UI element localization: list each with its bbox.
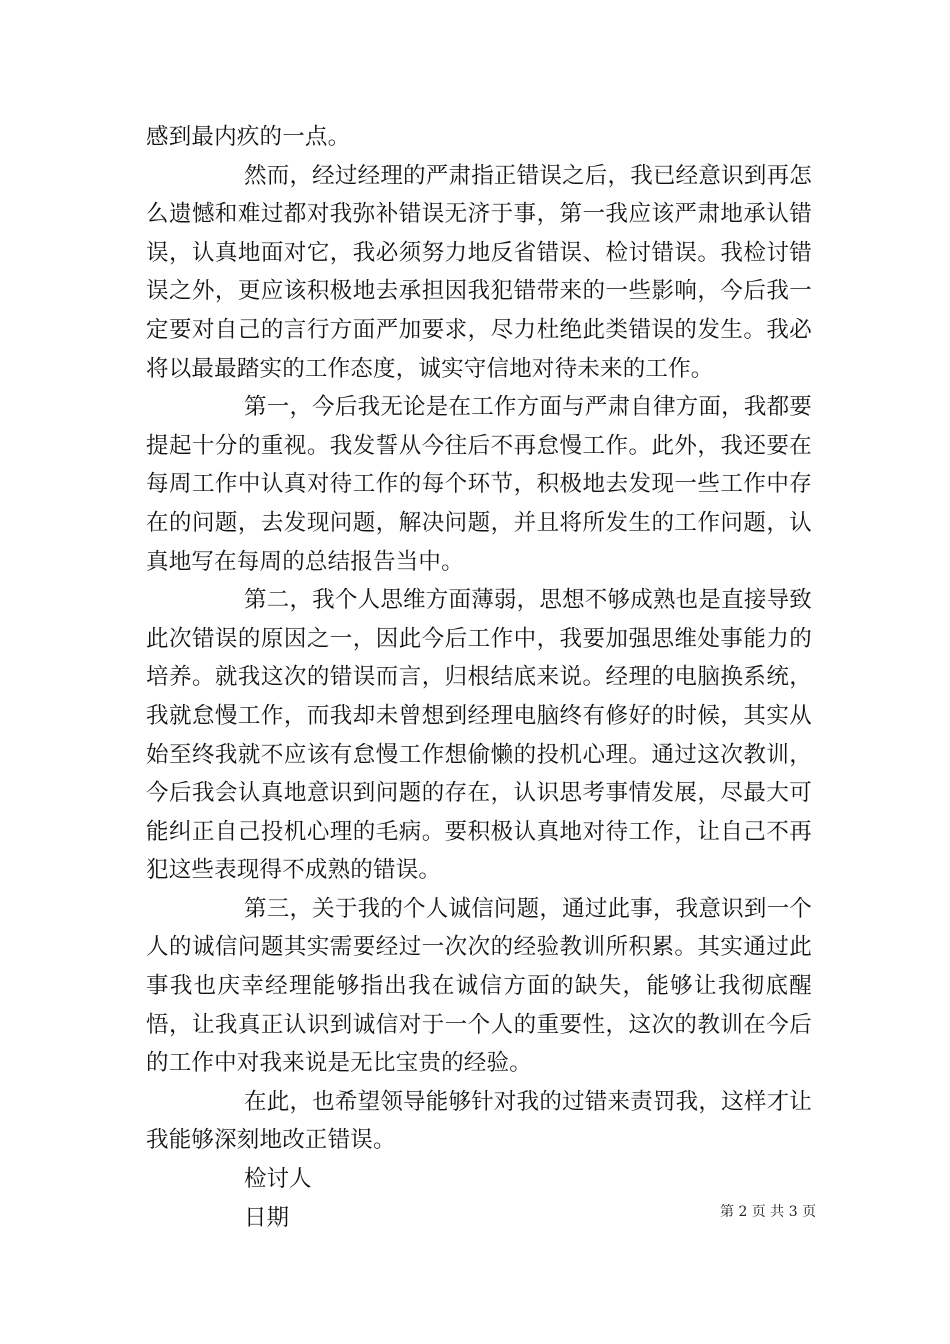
paragraph-closing: 在此，也希望领导能够针对我的过错来责罚我，这样才让我能够深刻地改正错误。 xyxy=(146,1088,812,1154)
paragraph-continuation: 感到最内疚的一点。 xyxy=(146,124,351,150)
paragraph-acknowledgement: 然而，经过经理的严肃指正错误之后，我已经意识到再怎么遗憾和难过都对我弥补错误无济于事，第一我应该严肃地承认错误，认真地面对它，我必须努力地反省错误、检讨错误。我检讨错误之外，更应该积极地去承担因我犯错带来的一些影响，今后我一定要对自己的言行方面严加要求，尽力杜绝此类错误的发生。我必将以最最踏实的工作态度，诚实守信地对待未来的工作。 xyxy=(146,162,812,382)
paragraph-point-two: 第二，我个人思维方面薄弱，思想不够成熟也是直接导致此次错误的原因之一，因此今后工作中，我要加强思维处事能力的培养。就我这次的错误而言，归根结底来说。经理的电脑换系统，我就怠慢工作，而我却未曾想到经理电脑终有修好的时候，其实从始至终我就不应该有怠慢工作想偷懒的投机心理。通过这次教训，今后我会认真地意识到问题的存在，认识思考事情发展，尽最大可能纠正自己投机心理的毛病。要积极认真地对待工作，让自己不再犯这些表现得不成熟的错误。 xyxy=(146,587,812,884)
date-label: 日期 xyxy=(244,1204,290,1231)
document-body xyxy=(146,118,812,1237)
signature-label: 检讨人 xyxy=(244,1166,312,1193)
page-number-footer: 第 2 页 共 3 页 xyxy=(720,1204,817,1220)
paragraph-point-three: 第三，关于我的个人诚信问题，通过此事，我意识到一个人的诚信问题其实需要经过一次次的经验教训所积累。其实通过此事我也庆幸经理能够指出我在诚信方面的缺失，能够让我彻底醒悟，让我真正认识到诚信对于一个人的重要性，这次的教训在今后的工作中对我来说是无比宝贵的经验。 xyxy=(146,895,812,1077)
paragraph-point-one: 第一，今后我无论是在工作方面与严肃自律方面，我都要提起十分的重视。我发誓从今往后不再怠慢工作。此外，我还要在每周工作中认真对待工作的每个环节，积极地去发现一些工作中存在的问题，去发现问题，解决问题，并且将所发生的工作问题，认真地写在每周的总结报告当中。 xyxy=(146,394,812,575)
